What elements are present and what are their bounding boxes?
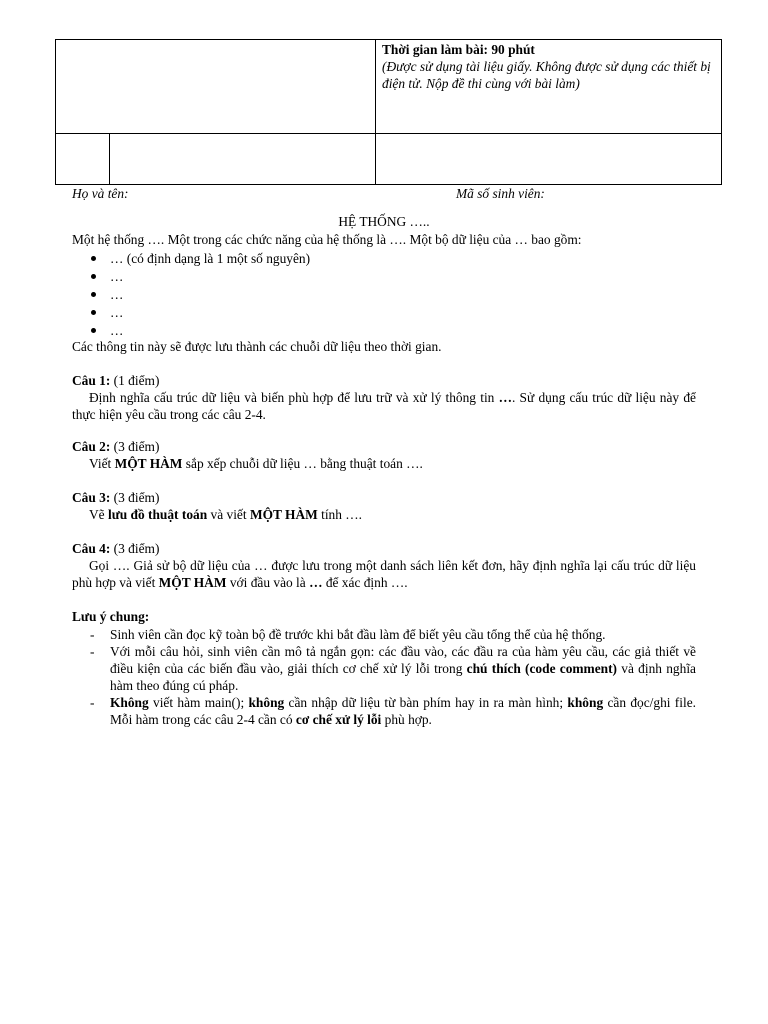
list-item: - Sinh viên cần đọc kỹ toàn bộ đề trước khi bắt đầu làm để biết yêu cầu tổng thể của hệ thống. [90, 627, 606, 642]
table-divider [109, 133, 110, 185]
question-2-text: Viết MỘT HÀM sắp xếp chuỗi dữ liệu … bằng thuật toán …. [89, 456, 423, 471]
system-title: HỆ THỐNG ….. [338, 214, 430, 229]
notes-list [72, 626, 696, 728]
exam-info [382, 41, 718, 92]
dash-icon: - [90, 695, 95, 710]
bullet-icon [91, 328, 96, 333]
table-divider [56, 133, 721, 134]
question-points: (3 điểm) [110, 490, 160, 505]
bullet-icon [91, 310, 96, 315]
student-name-label: Họ và tên: [72, 186, 129, 201]
question-label: Câu 1: [72, 373, 111, 388]
question-2-heading [72, 438, 696, 455]
exam-note: (Được sử dụng tài liệu giấy. Không được sử dụng các thiết bị điện tử. Nộp đề thi cùng với bài làm) [382, 59, 711, 91]
list-item: … [72, 322, 672, 340]
student-id-label: Mã số sinh viên: [456, 186, 545, 201]
question-points: (3 điểm) [110, 439, 160, 454]
question-label: Câu 2: [72, 439, 111, 454]
exam-time: Thời gian làm bài: 90 phút [382, 42, 535, 57]
question-4-heading [72, 540, 696, 557]
question-label: Câu 4: [72, 541, 111, 556]
data-fields-list [72, 250, 672, 340]
bullet-icon [91, 292, 96, 297]
dash-icon: - [90, 644, 95, 659]
header-table [55, 39, 722, 185]
list-item: … [72, 268, 672, 286]
dash-icon: - [90, 627, 95, 642]
list-item: … [72, 304, 672, 322]
question-points: (3 điểm) [110, 541, 160, 556]
question-4-text: Gọi …. Giả sử bộ dữ liệu của … được lưu trong một danh sách liên kết đơn, hãy định nghĩa lại cấu trúc dữ liệu phù hợp và viết MỘT HÀM với đầu vào là … để xác định …. [72, 558, 696, 590]
list-item: … (có định dạng là 1 một số nguyên) [72, 250, 672, 268]
notes-heading: Lưu ý chung: [72, 609, 150, 624]
question-3-text: Vẽ lưu đồ thuật toán và viết MỘT HÀM tính …. [89, 507, 363, 522]
question-3-heading [72, 489, 696, 506]
list-item: - Với mỗi câu hỏi, sinh viên cần mô tả ngắn gọn: các đầu vào, các đầu ra của hàm yêu cầu, các giả thiết về điều kiện của các biến đầu vào, giải thích cơ chế xử lý lỗi trong chú thích (code comment) và định nghĩa hàm theo đúng cú pháp. [90, 644, 696, 693]
question-points: (1 điểm) [110, 373, 160, 388]
bullet-icon [91, 256, 96, 261]
question-1-text: Định nghĩa cấu trúc dữ liệu và biến phù hợp để lưu trữ và xử lý thông tin …. Sử dụng cấu trúc dữ liệu này để thực hiện yêu cầu trong các câu 2-4. [72, 390, 696, 422]
question-label: Câu 3: [72, 490, 111, 505]
list-item: … [72, 286, 672, 304]
table-divider [375, 40, 376, 184]
outro-text: Các thông tin này sẽ được lưu thành các chuỗi dữ liệu theo thời gian. [72, 339, 442, 354]
bullet-icon [91, 274, 96, 279]
question-1-heading [72, 372, 696, 389]
list-item: - Không viết hàm main(); không cần nhập dữ liệu từ bàn phím hay in ra màn hình; không cần đọc/ghi file. Mỗi hàm trong các câu 2-4 cần có cơ chế xử lý lỗi phù hợp. [90, 695, 696, 727]
intro-text: Một hệ thống …. Một trong các chức năng của hệ thống là …. Một bộ dữ liệu của … bao gồm: [72, 232, 582, 247]
